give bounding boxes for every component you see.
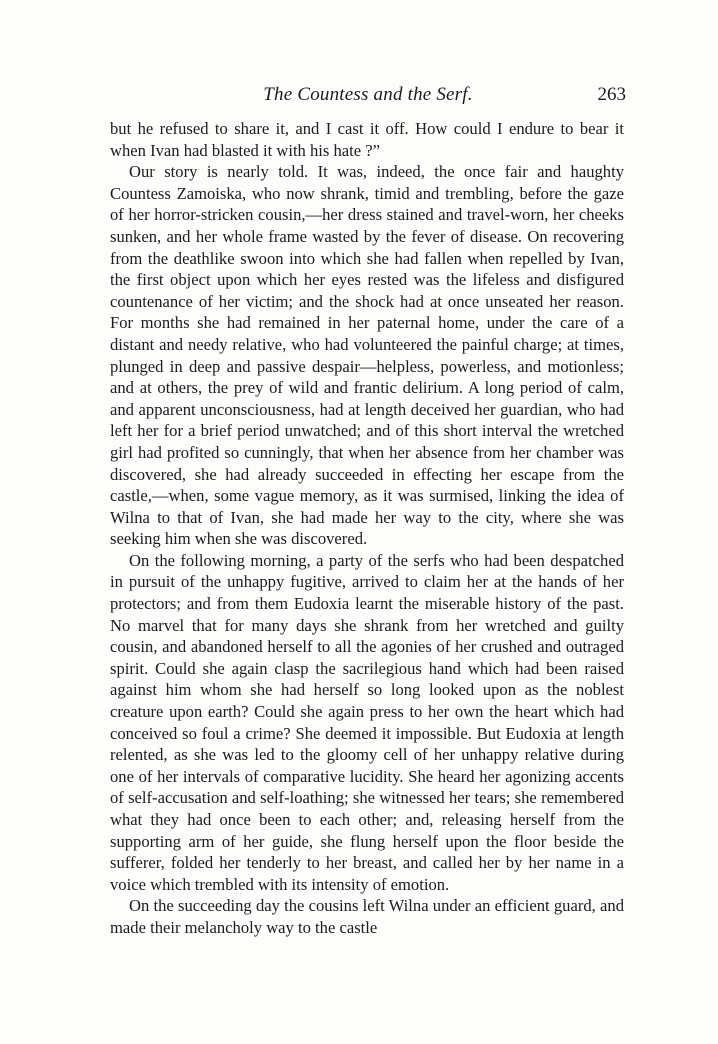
paragraph: On the following morning, a party of the serfs who had been despatched in pursuit of the unhappy fugitive, arrived to claim her at the hands of her protectors; and from them Eudoxia learnt the miserable history of the past. No marvel that for many days she shrank from her wretched and guilty cousin, and abandoned herself to all the agonies of her crushed and outraged spirit. Could she again clasp the sacrilegious hand which had been raised against him whom she had herself so long looked upon as the noblest creature upon earth? Could she again press to her own the heart which had conceived so foul a crime? She deemed it impossible. But Eudoxia at length relented, as she was led to the gloomy cell of her unhappy relative during one of her intervals of comparative lucidity. She heard her agonizing accents of self-accusation and self-loathing; she witnessed her tears; she remembered what they had once been to each other; and, releasing herself from the supporting arm of her guide, she flung herself upon the floor beside the sufferer, folded her tenderly to her breast, and called her by her name in a voice which trembled with its intensity of emotion.	[110, 550, 624, 894]
running-title: The Countess and the Serf.	[263, 84, 473, 105]
paragraph: On the succeeding day the cousins left Wilna under an efficient guard, and made their melancholy way to the castle	[110, 896, 624, 937]
paragraph-continued: but he refused to share it, and I cast it off. How could I endure to bear it when Ivan had blasted it with his hate ?”	[110, 119, 624, 160]
page-number: 263	[597, 84, 626, 105]
body-text	[110, 118, 624, 939]
running-header	[110, 84, 626, 106]
paragraph: Our story is nearly told. It was, indeed, the once fair and haughty Countess Zamoiska, who now shrank, timid and trembling, before the gaze of her horror-stricken cousin,—her dress stained and travel-worn, her cheeks sunken, and her whole frame wasted by the fever of disease. On recovering from the deathlike swoon into which she had fallen when repelled by Ivan, the first object upon which her eyes rested was the lifeless and disfigured countenance of her victim; and the shock had at once unseated her reason. For months she had remained in her paternal home, under the care of a distant and needy relative, who had volunteered the painful charge; at times, plunged in deep and passive despair—helpless, powerless, and motionless; and at others, the prey of wild and frantic delirium. A long period of calm, and apparent unconsciousness, had at length deceived her guardian, who had left her for a brief period unwatched; and of this short interval the wretched girl had profited so cunningly, that when her absence from her chamber was discovered, she had already succeeded in effecting her escape from the castle,—when, some vague memory, as it was surmised, linking the idea of Wilna to that of Ivan, she had made her way to the city, where she was seeking him when she was discovered.	[110, 162, 624, 549]
